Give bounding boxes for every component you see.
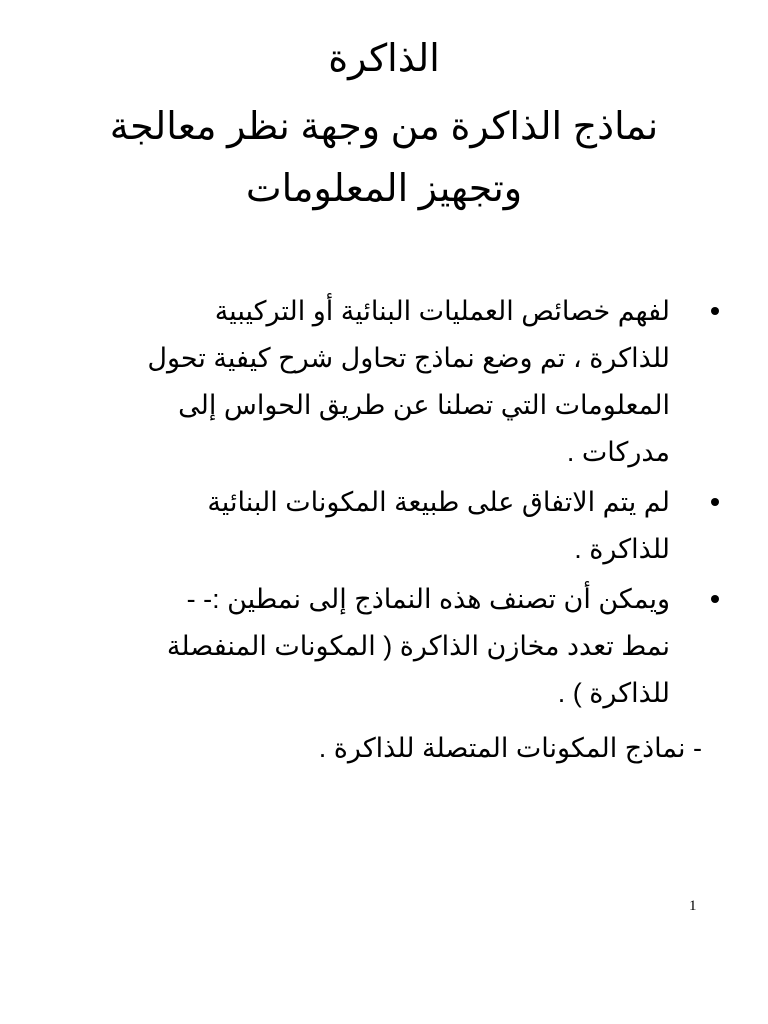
bullet-text-line: للذاكرة ، تم وضع نماذج تحاول شرح كيفية تحول [147, 343, 670, 373]
bullet-text-line: نمط تعدد مخازن الذاكرة ( المكونات المنفصلة [166, 631, 670, 661]
bullet-text-line: للذاكرة . [574, 534, 670, 564]
bullet-text-line: ويمكن أن تصنف هذه النماذج إلى نمطين :- - [186, 584, 670, 614]
bullet-dot-icon [711, 307, 719, 315]
bullet-item [78, 288, 670, 476]
bullet-dot-icon [711, 595, 719, 603]
bullet-dot-icon [711, 498, 719, 506]
page-title: الذاكرة [328, 38, 440, 80]
page-subtitle-line-2: وتجهيز المعلومات [245, 168, 523, 210]
bullet-item [78, 479, 670, 573]
bullet-text-line: لفهم خصائص العمليات البنائية أو التركيبية [214, 296, 670, 326]
bullet-text-line: مدركات . [566, 437, 670, 467]
sub-item-text: - نماذج المكونات المتصلة للذاكرة . [318, 733, 702, 763]
bullet-text-line: للذاكرة ) . [557, 678, 670, 708]
bullet-item [78, 576, 670, 717]
bullet-text-line: المعلومات التي تصلنا عن طريق الحواس إلى [178, 390, 670, 420]
bullet-text-line: لم يتم الاتفاق على طبيعة المكونات البنائية [207, 487, 670, 517]
bullet-list [78, 288, 670, 720]
page-subtitle-line-1: نماذج الذاكرة من وجهة نظر معالجة [109, 106, 659, 148]
page-number: 1 [689, 898, 697, 914]
